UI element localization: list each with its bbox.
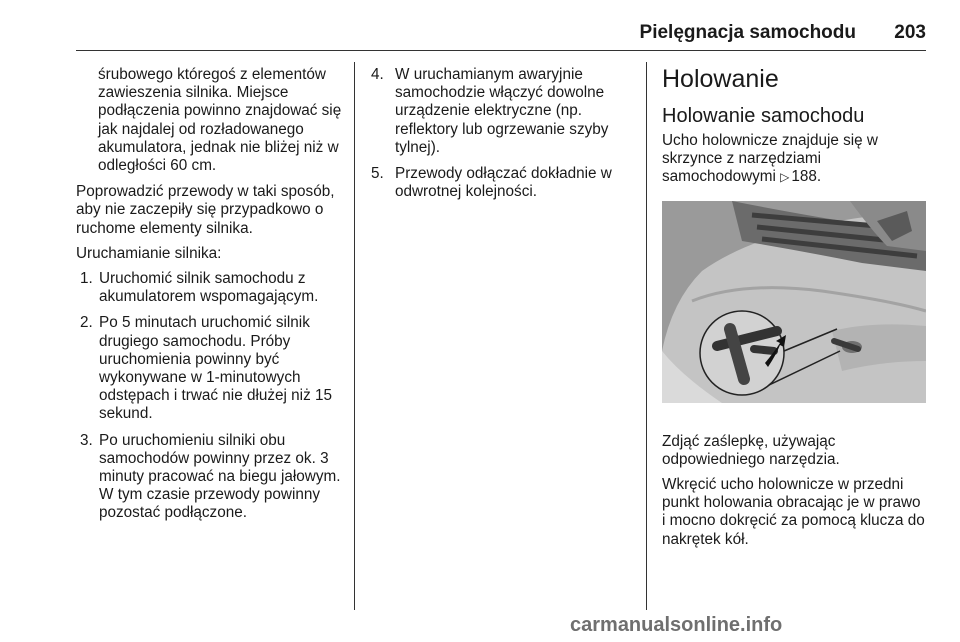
subsection-heading: Holowanie samochodu (662, 105, 865, 127)
continued-step-text: śrubowego któregoś z elementów zawieszenia silnika. Miejsce podłączenia powinno znajdować się jak najdalej od rozładowanego akumulatora, jednak nie bliżej niż w odległości 60 cm. (98, 66, 342, 175)
triangle-right-icon: ▷ (780, 170, 790, 185)
step-number: 4. (371, 66, 384, 83)
step-list (76, 270, 348, 523)
step-number: 2. (80, 314, 93, 332)
watermark: carmanualsonline.info (570, 614, 783, 636)
page-number: 203 (894, 22, 926, 43)
column-middle (371, 66, 637, 209)
towing-eye-illustration (662, 201, 926, 403)
step-text: Po uruchomieniu silniki obu samochodów powinny przez ok. 3 minuty pracować na biegu jałowym. W tym czasie przewody powinny pozostać podłączone. (99, 431, 341, 522)
list-item (371, 66, 637, 157)
towing-eye-illustration-svg (662, 201, 926, 403)
step-text: Przewody odłączać dokładnie w odwrotnej kolejności. (395, 165, 612, 201)
step-text: Uruchomić silnik samochodu z akumulatorem wspomagającym. (99, 270, 319, 306)
intro-text: Ucho holownicze znajduje się w skrzynce z narzędziami samochodowymi (662, 132, 878, 186)
step-text: W uruchamianym awaryjnie samochodzie włączyć dowolne urządzenie elektryczne (np. reflektory lub ogrzewanie szyby tylnej). (395, 66, 609, 156)
page-header (76, 22, 926, 51)
page-title: Pielęgnacja samochodu (639, 22, 856, 43)
step-number: 1. (80, 270, 93, 288)
paragraph: Uruchamianie silnika: (76, 244, 222, 262)
column-divider (646, 62, 647, 610)
step-number: 3. (80, 431, 93, 449)
paragraph: Zdjąć zaślepkę, używając odpowiedniego narzędzia. (662, 432, 840, 468)
column-divider (354, 62, 355, 610)
column-left (76, 66, 348, 531)
step-number: 5. (371, 165, 384, 183)
list-item (371, 165, 637, 201)
page-reference-link[interactable]: 188. (791, 168, 822, 186)
paragraph (662, 132, 928, 187)
column-right (662, 66, 928, 556)
step-list (371, 66, 637, 201)
step-text: Po 5 minutach uruchomić silnik drugiego samochodu. Próby uruchomienia powinny być wykonywane w 1-minutowych odstępach i trwać nie dłużej niż 15 sekund. (99, 314, 332, 423)
section-heading: Holowanie (662, 65, 779, 93)
list-item (76, 270, 348, 306)
list-item (76, 314, 348, 423)
paragraph: Wkręcić ucho holownicze w przedni punkt holowania obracając je w prawo i mocno dokręcić za pomocą klucza do nakrętek kół. (662, 476, 925, 548)
list-item (76, 432, 348, 523)
paragraph: Poprowadzić przewody w taki sposób, aby nie zaczepiły się przypadkowo o ruchome elementy silnika. (76, 183, 335, 237)
